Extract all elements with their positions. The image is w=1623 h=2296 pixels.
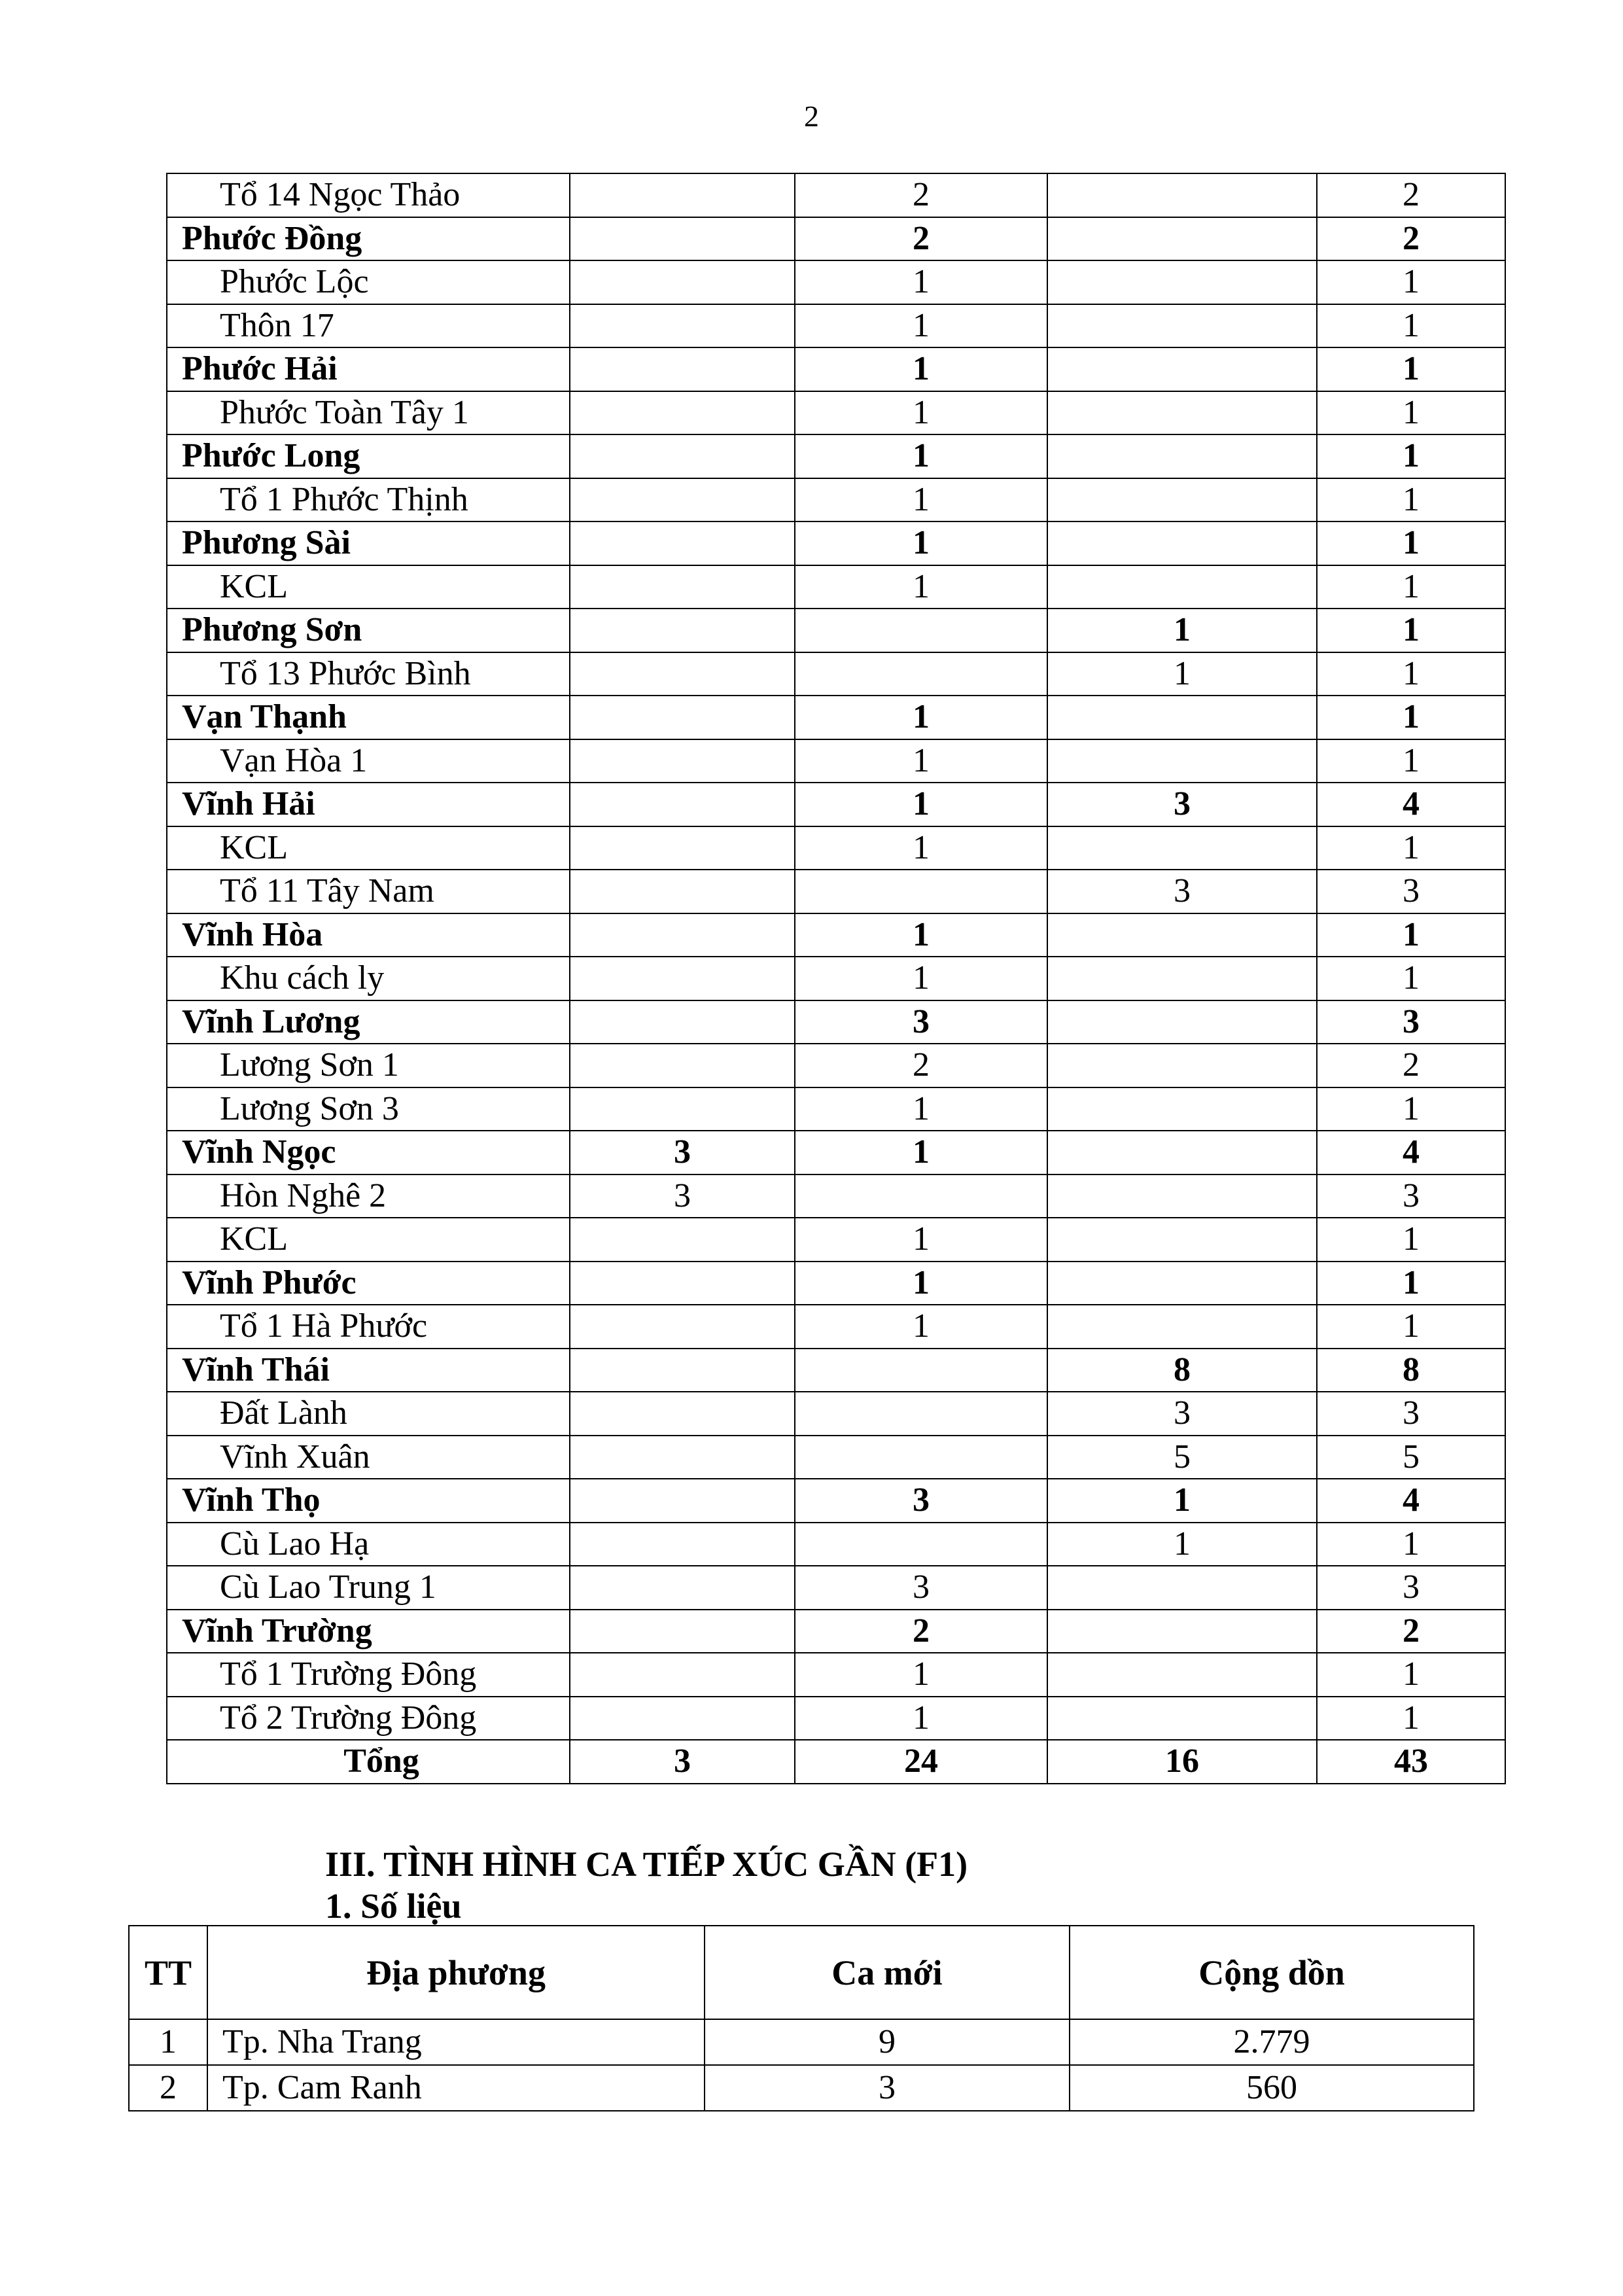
cell-c2 [795,652,1047,696]
cell-c1 [570,1523,795,1566]
cell-c4: 1 [1317,652,1505,696]
cell-c2: 1 [795,478,1047,522]
cell-c3: 1 [1047,609,1317,652]
table-header-row [129,1926,1474,2019]
cell-locality: Vạn Thạnh [167,696,570,739]
cell-c4: 1 [1317,609,1505,652]
cell-c2: 2 [795,1044,1047,1087]
table-row [167,1566,1505,1610]
cell-c3 [1047,1610,1317,1653]
cell-locality: Vĩnh Hải [167,783,570,826]
total-row [167,1740,1505,1784]
cell-c2: 1 [795,1305,1047,1349]
header-ca-moi: Ca mới [705,1926,1070,2019]
cell-c3 [1047,1262,1317,1305]
cell-c2 [795,1349,1047,1392]
table-row [167,1174,1505,1218]
cell-c2: 1 [795,957,1047,1000]
cell-c3 [1047,826,1317,870]
cell-c1 [570,957,795,1000]
cell-c1 [570,1000,795,1044]
cell-c4: 8 [1317,1349,1505,1392]
group-row [167,347,1505,391]
cell-c3 [1047,478,1317,522]
cell-c1 [570,478,795,522]
cell-c4: 1 [1317,1697,1505,1740]
cell-c1 [570,260,795,304]
cell-c1 [570,1218,795,1262]
group-row [167,1262,1505,1305]
cell-c3: 3 [1047,1392,1317,1436]
cell-locality: Phước Đồng [167,217,570,261]
cell-c2: 1 [795,696,1047,739]
cell-c2: 1 [795,739,1047,783]
cell-c1 [570,391,795,435]
cell-locality: Tổ 1 Phước Thịnh [167,478,570,522]
table-row [167,173,1505,217]
cell-c4: 4 [1317,783,1505,826]
cell-c2: 2 [795,217,1047,261]
cell-locality: Lương Sơn 3 [167,1087,570,1131]
cell-c2: 1 [795,521,1047,565]
cell-c3: 8 [1047,1349,1317,1392]
cell-c4: 1 [1317,260,1505,304]
table-row [167,1697,1505,1740]
cell-c3: 1 [1047,1523,1317,1566]
cell-c1 [570,1087,795,1131]
cell-locality: KCL [167,565,570,609]
cell-locality: Tổng [167,1740,570,1784]
cell-c3 [1047,1697,1317,1740]
cell-c1 [570,783,795,826]
group-row [167,1610,1505,1653]
cell-locality: Phước Toàn Tây 1 [167,391,570,435]
cell-c3 [1047,173,1317,217]
cell-c1 [570,1392,795,1436]
cell-c4: 3 [1317,1000,1505,1044]
cell-tt: 1 [129,2019,207,2065]
cell-c3 [1047,1174,1317,1218]
cell-c4: 1 [1317,1523,1505,1566]
table-row [167,739,1505,783]
cell-c4: 1 [1317,478,1505,522]
cell-locality: Tổ 11 Tây Nam [167,870,570,913]
cell-c3 [1047,913,1317,957]
cell-locality: Vĩnh Trường [167,1610,570,1653]
cell-c4: 4 [1317,1479,1505,1523]
table-row [167,1653,1505,1697]
cell-c4: 2 [1317,217,1505,261]
cell-c3 [1047,1305,1317,1349]
cell-c1 [570,1653,795,1697]
cell-locality: Khu cách ly [167,957,570,1000]
cell-c2: 1 [795,1262,1047,1305]
cell-c3 [1047,347,1317,391]
table-row [167,1305,1505,1349]
cell-c1: 3 [570,1131,795,1174]
cell-c2: 2 [795,173,1047,217]
group-row [167,217,1505,261]
cell-c4: 1 [1317,1218,1505,1262]
cell-c2: 1 [795,434,1047,478]
cell-c4: 43 [1317,1740,1505,1784]
cell-c2 [795,609,1047,652]
cell-c4: 3 [1317,870,1505,913]
cell-c4: 1 [1317,391,1505,435]
cell-c3: 3 [1047,870,1317,913]
cell-c1 [570,870,795,913]
cell-c2 [795,1523,1047,1566]
cell-locality: Tổ 14 Ngọc Thảo [167,173,570,217]
cell-locality: Vĩnh Xuân [167,1436,570,1479]
cell-c1 [570,609,795,652]
table-row [167,1044,1505,1087]
cell-c4: 2 [1317,173,1505,217]
cell-c2: 1 [795,565,1047,609]
cell-c3 [1047,260,1317,304]
cell-c3 [1047,1218,1317,1262]
group-row [167,434,1505,478]
cell-locality: Hòn Nghê 2 [167,1174,570,1218]
cases-table-body [167,173,1505,1784]
header-tt: TT [129,1926,207,2019]
cell-c1 [570,1566,795,1610]
cell-locality: Cù Lao Trung 1 [167,1566,570,1610]
cell-locality: Cù Lao Hạ [167,1523,570,1566]
cell-c3 [1047,1653,1317,1697]
table-row [167,1523,1505,1566]
cell-c3 [1047,565,1317,609]
cell-c2: 1 [795,913,1047,957]
cell-locality: Vĩnh Thọ [167,1479,570,1523]
cell-c2: 3 [795,1566,1047,1610]
cell-c4: 1 [1317,521,1505,565]
group-row [167,609,1505,652]
cell-c4: 1 [1317,1653,1505,1697]
cell-c2 [795,1436,1047,1479]
cell-ca-moi: 3 [705,2065,1070,2111]
cell-c2: 1 [795,826,1047,870]
f1-contacts-table [128,1925,1475,2111]
cell-c1 [570,304,795,348]
cell-c2: 1 [795,1218,1047,1262]
cell-c2: 1 [795,304,1047,348]
cell-c4: 1 [1317,304,1505,348]
cell-c4: 1 [1317,957,1505,1000]
cell-c3 [1047,1000,1317,1044]
cell-c2: 1 [795,391,1047,435]
cell-c2: 3 [795,1479,1047,1523]
cell-c2: 1 [795,1131,1047,1174]
cell-c4: 1 [1317,1262,1505,1305]
table-row [167,1218,1505,1262]
cell-locality: Vĩnh Thái [167,1349,570,1392]
cell-c3 [1047,521,1317,565]
cell-c1 [570,739,795,783]
cell-c3 [1047,1087,1317,1131]
table-row [167,826,1505,870]
table-row [167,478,1505,522]
cell-tt: 2 [129,2065,207,2111]
cell-c2 [795,1174,1047,1218]
cell-c1 [570,1697,795,1740]
cell-c4: 1 [1317,434,1505,478]
cell-locality: Phước Lộc [167,260,570,304]
table-row [167,1392,1505,1436]
cell-c1 [570,1305,795,1349]
group-row [167,696,1505,739]
cell-locality: Vĩnh Hòa [167,913,570,957]
cell-c1 [570,434,795,478]
cell-c1: 3 [570,1174,795,1218]
cell-locality: Tổ 1 Trường Đông [167,1653,570,1697]
group-row [167,521,1505,565]
cell-c3 [1047,1131,1317,1174]
cell-c3 [1047,434,1317,478]
header-cong-don: Cộng dồn [1070,1926,1474,2019]
cell-c1 [570,217,795,261]
section-heading: III. TÌNH HÌNH CA TIẾP XÚC GẦN (F1) [325,1845,968,1884]
cell-locality: Vĩnh Phước [167,1262,570,1305]
group-row [167,783,1505,826]
cell-locality: Thôn 17 [167,304,570,348]
cell-c3 [1047,739,1317,783]
cell-c1 [570,1349,795,1392]
cell-c2 [795,870,1047,913]
cell-c3 [1047,696,1317,739]
cell-c1 [570,1262,795,1305]
cell-cong-don: 2.779 [1070,2019,1474,2065]
cell-c4: 4 [1317,1131,1505,1174]
cell-c3: 5 [1047,1436,1317,1479]
table-row [167,1087,1505,1131]
cell-locality: Vĩnh Lương [167,1000,570,1044]
cell-locality: Phương Sài [167,521,570,565]
header-dia-phuong: Địa phương [207,1926,705,2019]
cell-c1 [570,1436,795,1479]
cell-c3 [1047,957,1317,1000]
cell-c4: 1 [1317,1087,1505,1131]
cell-c1: 3 [570,1740,795,1784]
cell-c1 [570,1044,795,1087]
subsection-heading: 1. Số liệu [325,1886,462,1926]
cell-locality: Tổ 2 Trường Đông [167,1697,570,1740]
cell-c2: 2 [795,1610,1047,1653]
cell-c3 [1047,1044,1317,1087]
cell-c4: 1 [1317,826,1505,870]
cell-c4: 3 [1317,1392,1505,1436]
cell-c4: 3 [1317,1566,1505,1610]
table-row [167,652,1505,696]
table-row [167,565,1505,609]
table-row [129,2019,1474,2065]
table-row [167,870,1505,913]
table-row [167,1436,1505,1479]
cell-c4: 2 [1317,1044,1505,1087]
cell-c3 [1047,217,1317,261]
cell-c4: 2 [1317,1610,1505,1653]
cell-c2: 1 [795,1697,1047,1740]
table-row [167,260,1505,304]
table-row [129,2065,1474,2111]
cell-c1 [570,347,795,391]
group-row [167,1131,1505,1174]
table-row [167,957,1505,1000]
cell-locality: Phương Sơn [167,609,570,652]
cell-ca-moi: 9 [705,2019,1070,2065]
cell-c2: 3 [795,1000,1047,1044]
table-row [167,391,1505,435]
cell-locality: Vạn Hòa 1 [167,739,570,783]
cell-locality: Phước Long [167,434,570,478]
cell-c2: 1 [795,260,1047,304]
cell-c2: 1 [795,783,1047,826]
cell-dia-phuong: Tp. Nha Trang [207,2019,705,2065]
cell-c3: 1 [1047,652,1317,696]
cell-locality: Tổ 1 Hà Phước [167,1305,570,1349]
cell-c3: 1 [1047,1479,1317,1523]
cell-locality: Đất Lành [167,1392,570,1436]
cell-locality: KCL [167,826,570,870]
group-row [167,1349,1505,1392]
table-row [167,304,1505,348]
group-row [167,1000,1505,1044]
cases-by-locality-table [166,173,1506,1784]
cell-c4: 1 [1317,739,1505,783]
cell-c2: 1 [795,347,1047,391]
cell-c4: 1 [1317,565,1505,609]
cell-c4: 5 [1317,1436,1505,1479]
cell-c2 [795,1392,1047,1436]
cell-c4: 1 [1317,1305,1505,1349]
cell-c3 [1047,1566,1317,1610]
cell-c1 [570,913,795,957]
cell-locality: Vĩnh Ngọc [167,1131,570,1174]
cell-c1 [570,826,795,870]
cell-locality: KCL [167,1218,570,1262]
cell-c1 [570,696,795,739]
group-row [167,913,1505,957]
cell-c1 [570,1479,795,1523]
cell-dia-phuong: Tp. Cam Ranh [207,2065,705,2111]
cell-c4: 1 [1317,347,1505,391]
cell-c4: 3 [1317,1174,1505,1218]
cell-c3 [1047,391,1317,435]
cell-c3: 16 [1047,1740,1317,1784]
cell-c1 [570,565,795,609]
cell-cong-don: 560 [1070,2065,1474,2111]
cell-c1 [570,173,795,217]
cell-c4: 1 [1317,913,1505,957]
page-number: 2 [804,99,819,133]
cell-c4: 1 [1317,696,1505,739]
cell-c1 [570,652,795,696]
group-row [167,1479,1505,1523]
cell-locality: Tổ 13 Phước Bình [167,652,570,696]
cell-c1 [570,521,795,565]
cell-c2: 1 [795,1653,1047,1697]
cell-c3: 3 [1047,783,1317,826]
cell-c1 [570,1610,795,1653]
cell-c3 [1047,304,1317,348]
cell-locality: Lương Sơn 1 [167,1044,570,1087]
cell-c2: 24 [795,1740,1047,1784]
cell-c2: 1 [795,1087,1047,1131]
cell-locality: Phước Hải [167,347,570,391]
